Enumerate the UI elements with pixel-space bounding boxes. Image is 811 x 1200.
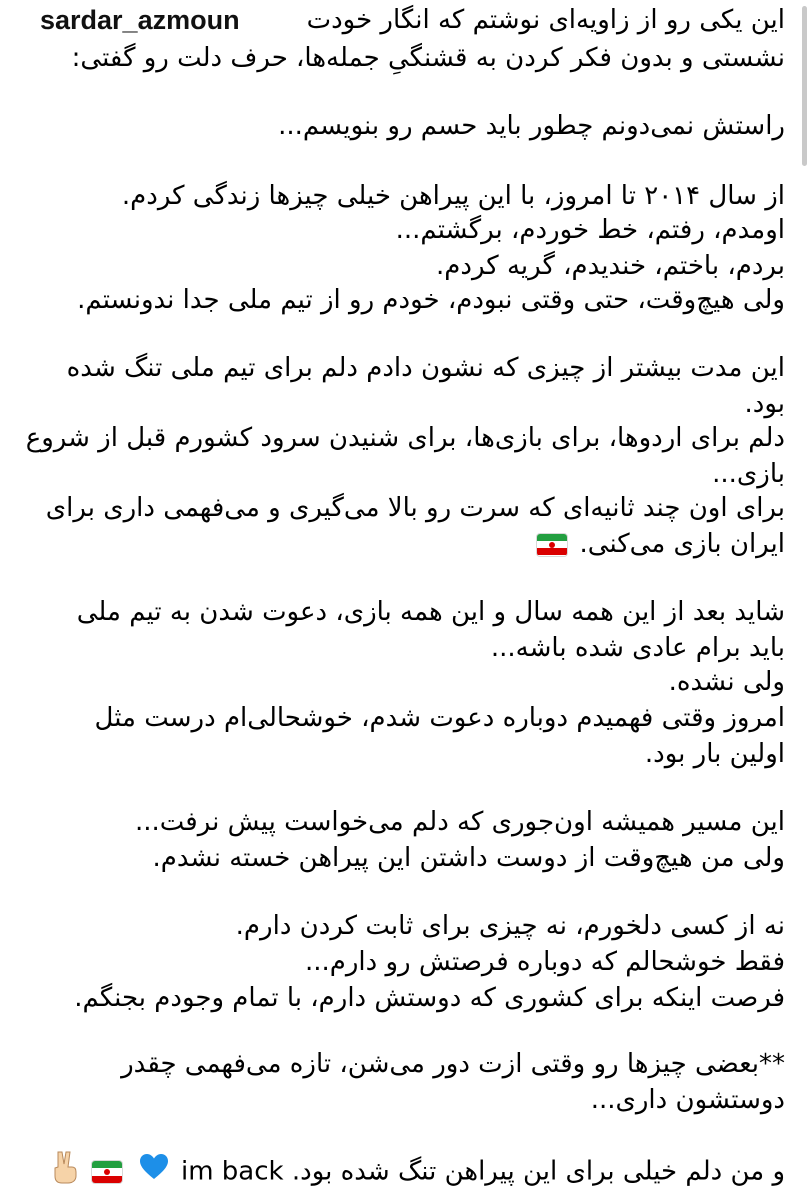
caption-line: بردم، باختم، خندیدم، گریه کردم. [436, 251, 785, 281]
caption-line: ولی من هیچ‌وقت از دوست داشتن این پیراهن خسته نشدم. [152, 843, 785, 873]
caption-line: این یکی رو از زاویه‌ای نوشتم که انگار خودت [306, 5, 785, 35]
scrollbar[interactable] [802, 6, 807, 166]
caption-line: نه از کسی دلخورم، نه چیزی برای ثابت کردن دارم. [235, 911, 785, 941]
post-caption [18, 0, 785, 1200]
caption-line: بازی... [712, 459, 785, 489]
blue-heart-icon [139, 1153, 169, 1191]
caption-line: راستش نمی‌دونم چطور باید حسم رو بنویسم... [278, 111, 785, 141]
caption-line: فقط خوشحالم که دوباره فرصتش رو دارم... [304, 947, 785, 977]
caption-line-closing [50, 1150, 785, 1194]
caption-text: ایران بازی می‌کنی. [579, 529, 785, 559]
caption-line: بود. [744, 389, 785, 419]
caption-line: نشستی و بدون فکر کردن به قشنگیِ جمله‌ها، حرف دلت رو گفتی: [71, 43, 785, 73]
caption-line: فرصت اینکه برای کشوری که دوستش دارم، با تمام وجودم بجنگم. [74, 983, 785, 1013]
caption-line: برای اون چند ثانیه‌ای که سرت رو بالا می‌گیری و می‌فهمی داری برای [45, 493, 785, 523]
caption-line: شاید بعد از این همه سال و این همه بازی، دعوت شدن به تیم ملی [76, 597, 785, 627]
caption-line: ولی نشده. [668, 667, 785, 697]
username[interactable]: sardar_azmoun [40, 2, 240, 38]
closing-english-text: im back [180, 1156, 284, 1187]
caption-line: امروز وقتی فهمیدم دوباره دعوت شدم، خوشحالی‌ام درست مثل [94, 703, 785, 733]
caption-line-with-flag [533, 526, 785, 562]
victory-hand-icon [52, 1150, 78, 1194]
caption-line: اولین بار بود. [644, 739, 785, 769]
iran-flag-icon [92, 1161, 122, 1183]
caption-line: این مدت بیشتر از چیزی که نشون دادم دلم برای تیم ملی تنگ شده [66, 353, 785, 383]
caption-line: ولی هیچ‌وقت، حتی وقتی نبودم، خودم رو از تیم ملی جدا ندونستم. [77, 285, 785, 315]
caption-line: این مسیر همیشه اون‌جوری که دلم می‌خواست پیش نرفت... [134, 807, 785, 837]
caption-line: باید برام عادی شده باشه... [490, 633, 785, 663]
iran-flag-icon [537, 534, 567, 556]
caption-line: اومدم، رفتم، خط خوردم، برگشتم... [395, 215, 785, 245]
caption-line: **بعضی چیزها رو وقتی ازت دور می‌شن، تازه می‌فهمی چقدر [121, 1049, 785, 1079]
caption-line: دلم برای اردوها، برای بازی‌ها، برای شنیدن سرود کشورم قبل از شروع [25, 423, 785, 453]
caption-text: و من دلم خیلی برای این پیراهن تنگ شده بود. [291, 1156, 785, 1187]
caption-line: دوستشون داری... [590, 1085, 785, 1115]
caption-line: از سال ۲۰۱۴ تا امروز، با این پیراهن خیلی چیزها زندگی کردم. [121, 181, 785, 211]
